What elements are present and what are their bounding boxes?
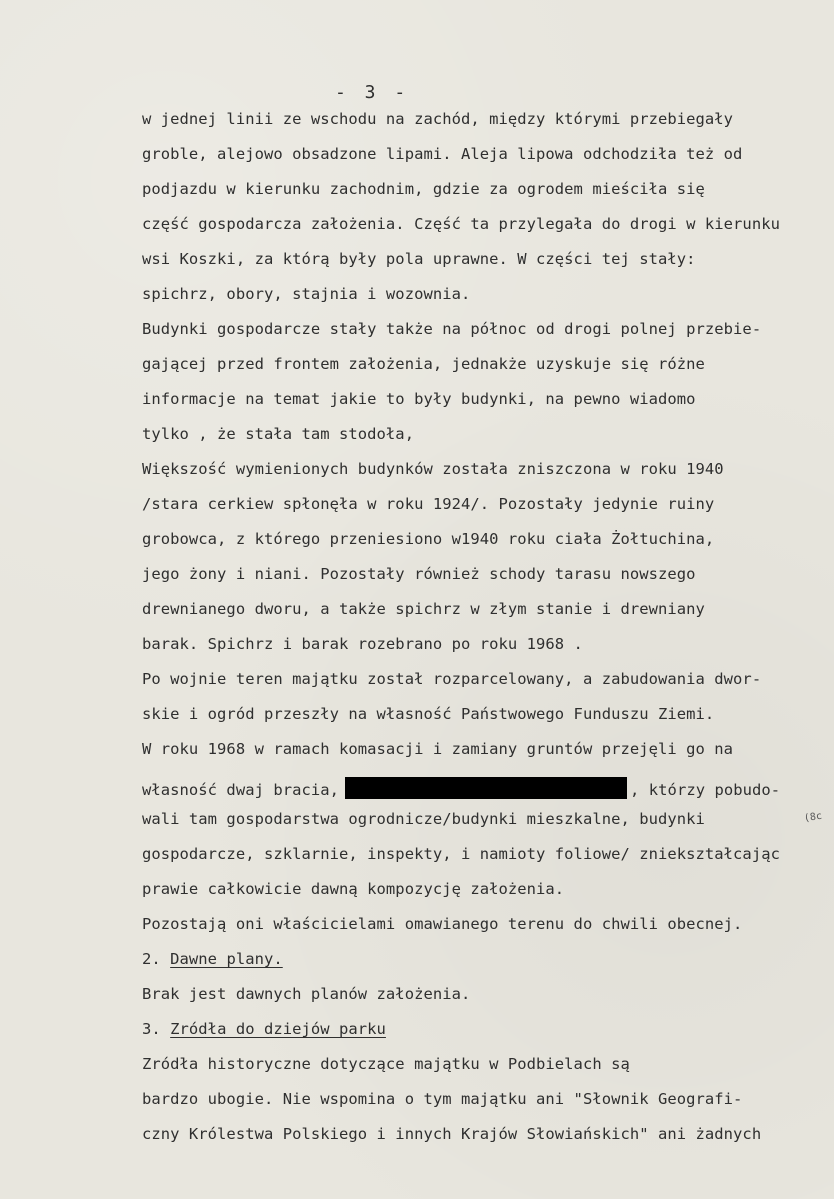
redacted-text-line [142, 777, 780, 799]
text-line-12: /stara cerkiew spłonęła w roku 1924/. Pozostały jedynie ruiny [142, 495, 715, 513]
text-line-24: Pozostają oni właścicielami omawianego terenu do chwili obecnej. [142, 915, 743, 933]
redacted-line-before: własność dwaj bracia, [142, 781, 340, 799]
text-line-4: część gospodarcza założenia. Część ta przylegała do drogi w kierunku [142, 215, 780, 233]
section-2-number: 2. [142, 950, 161, 968]
text-line-15: drewnianego dworu, a także spichrz w złym stanie i drewniany [142, 600, 705, 618]
margin-note: (8c [803, 810, 823, 825]
section-2-text: Brak jest dawnych planów założenia. [142, 985, 471, 1003]
text-line-11: Większość wymienionych budynków została zniszczona w roku 1940 [142, 460, 724, 478]
text-line-21: wali tam gospodarstwa ogrodnicze/budynki mieszkalne, budynki [142, 810, 705, 828]
text-line-3: podjazdu w kierunku zachodnim, gdzie za ogrodem mieściła się [142, 180, 705, 198]
section-3-line-1: Zródła historyczne dotyczące majątku w Podbielach są [142, 1055, 630, 1073]
page-number: - 3 - [335, 82, 410, 103]
text-line-2: groble, alejowo obsadzone lipami. Aleja lipowa odchodziła też od [142, 145, 743, 163]
section-3-heading [142, 1022, 386, 1038]
redacted-line-after: , którzy pobudo- [630, 781, 781, 799]
section-3-line-3: czny Królestwa Polskiego i innych Krajów Słowiańskich" ani żadnych [142, 1125, 762, 1143]
text-line-13: grobowca, z którego przeniesiono w1940 roku ciała Żołtuchina, [142, 530, 715, 548]
text-line-9: informacje na temat jakie to były budynki, na pewno wiadomo [142, 390, 696, 408]
text-line-14: jego żony i niani. Pozostały również schody tarasu nowszego [142, 565, 696, 583]
text-line-7: Budynki gospodarcze stały także na północ od drogi polnej przebie- [142, 320, 762, 338]
text-line-16: barak. Spichrz i barak rozebrano po roku 1968 . [142, 635, 583, 653]
section-3-title: Zródła do dziejów parku [170, 1020, 386, 1038]
text-line-6: spichrz, obory, stajnia i wozownia. [142, 285, 471, 303]
text-line-17: Po wojnie teren majątku został rozparcelowany, a zabudowania dwor- [142, 670, 762, 688]
text-line-18: skie i ogród przeszły na własność Państwowego Funduszu Ziemi. [142, 705, 715, 723]
text-line-22: gospodarcze, szklarnie, inspekty, i namioty foliowe/ zniekształcając [142, 845, 780, 863]
section-2-heading [142, 952, 283, 968]
section-3-line-2: bardzo ubogie. Nie wspomina o tym majątku ani "Słownik Geografi- [142, 1090, 743, 1108]
text-line-1: w jednej linii ze wschodu na zachód, między którymi przebiegały [142, 110, 734, 128]
text-line-10: tylko , że stała tam stodoła, [142, 425, 415, 443]
text-line-8: gającej przed frontem założenia, jednakże uzyskuje się różne [142, 355, 705, 373]
redaction-bar [345, 777, 627, 799]
text-line-5: wsi Koszki, za którą były pola uprawne. W części tej stały: [142, 250, 696, 268]
text-line-23: prawie całkowicie dawną kompozycję założenia. [142, 880, 565, 898]
text-line-19: W roku 1968 w ramach komasacji i zamiany gruntów przejęli go na [142, 740, 734, 758]
section-3-number: 3. [142, 1020, 161, 1038]
section-2-title: Dawne plany. [170, 950, 283, 968]
